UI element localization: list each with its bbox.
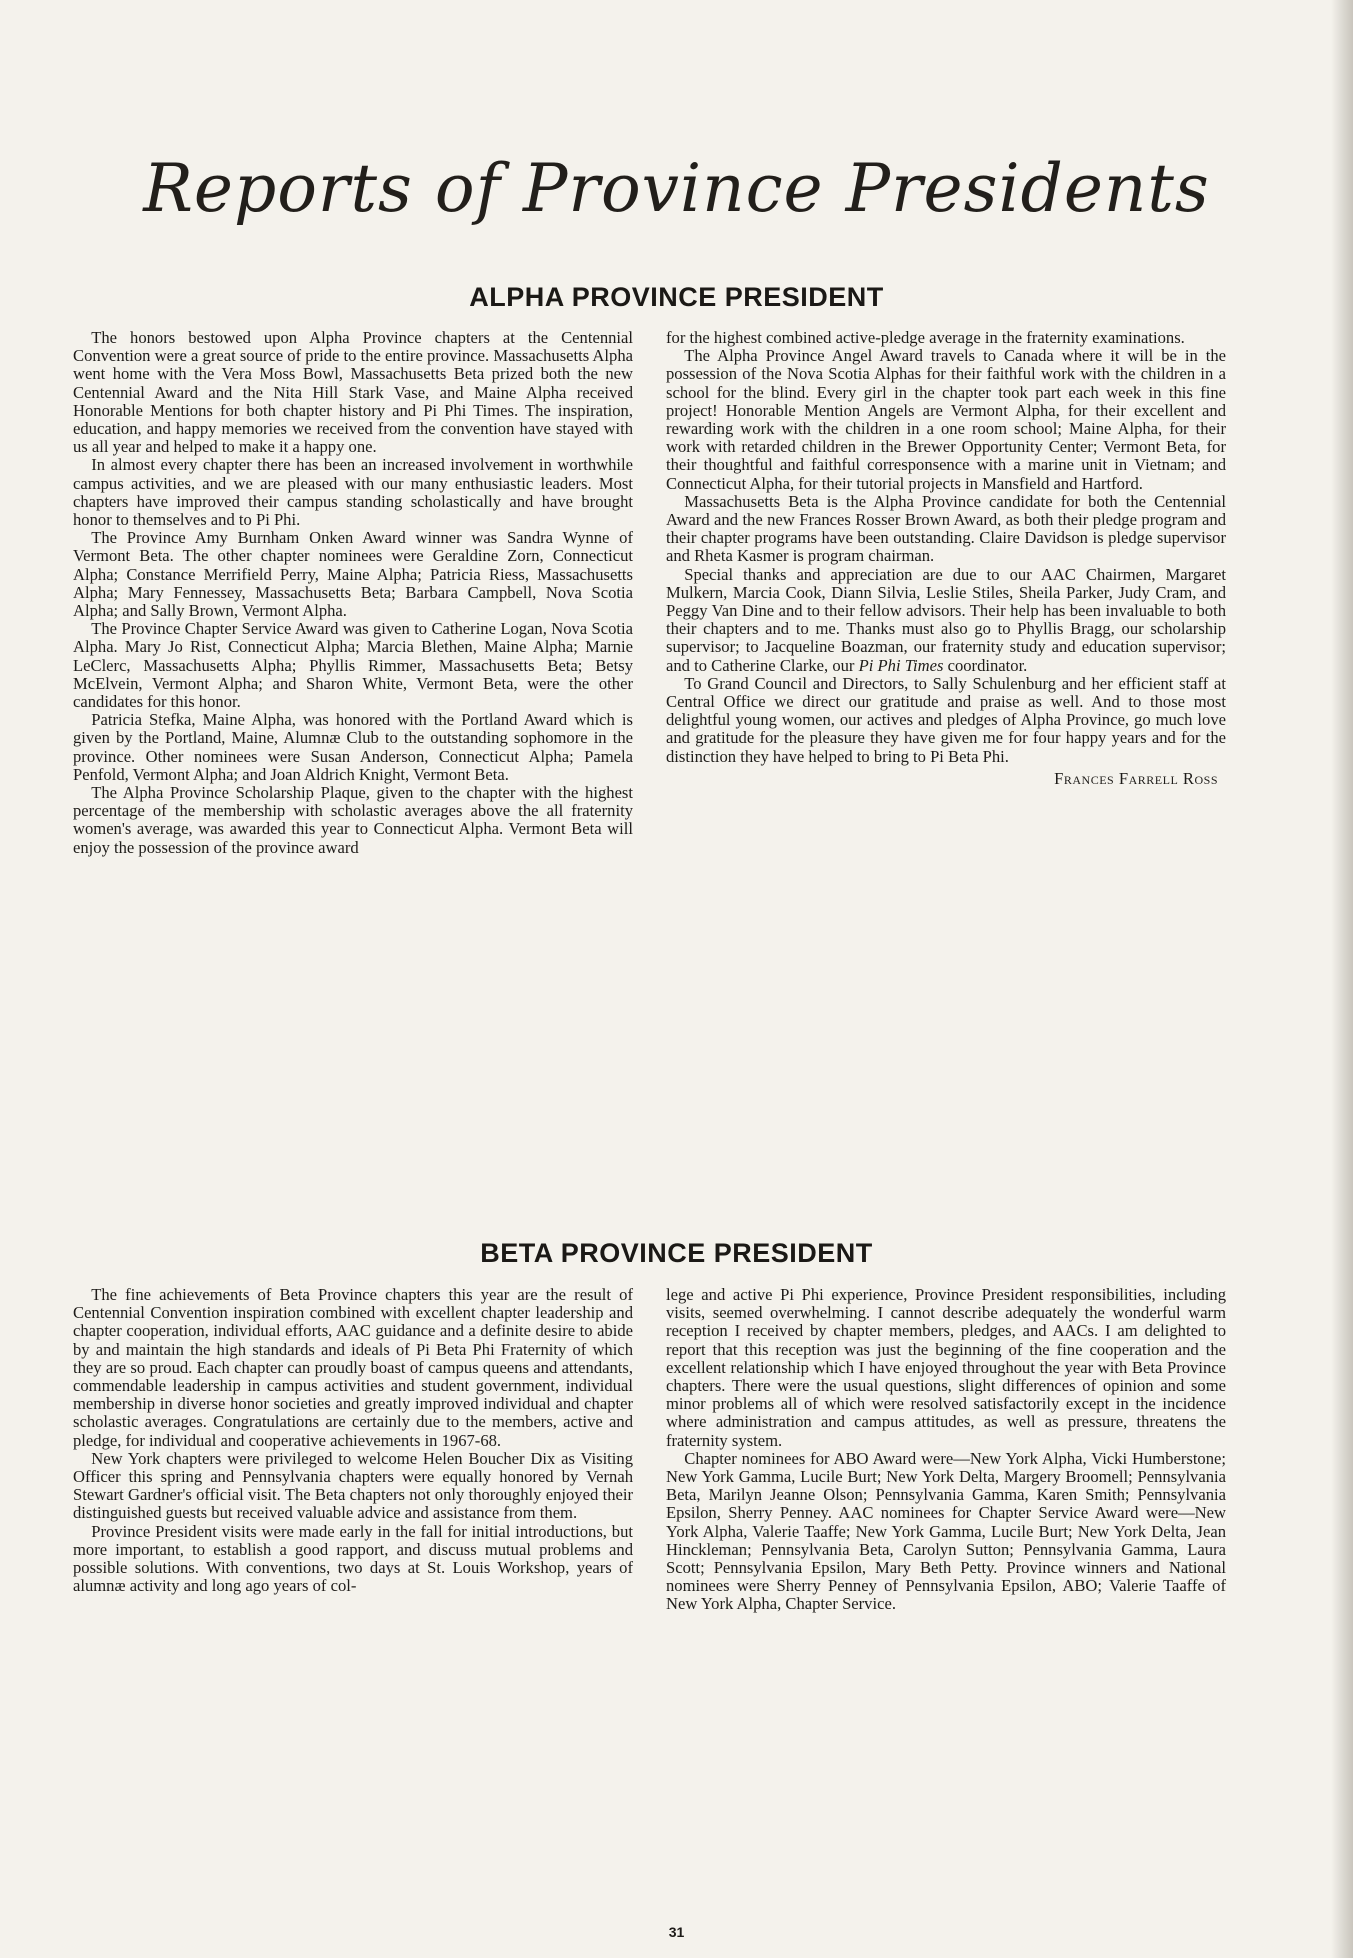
alpha-right-column: [666, 329, 1226, 788]
beta-paragraph: The fine achievements of Beta Province chapters this year are the result of Centennial Convention inspiration combined with excellent chapter leadership and chapter cooperation, individual efforts, AAC guidance and a definite desire to abide by and maintain the high standards and ideals of Pi Beta Phi Fraternity of which they are so proud. Each chapter can proudly boast of campus queens and attendants, commendable leadership in campus activities and student government, individual membership in diverse honor societies and greatly improved individual and chapter scholastic averages. Congratulations are certainly due to the members, active and pledge, for individual and cooperative achievements in 1967-68.: [73, 1285, 633, 1450]
page-number: 31: [668, 1924, 685, 1940]
alpha-paragraph: The Alpha Province Scholarship Plaque, given to the chapter with the highest percentage of the membership with scholastic averages above the all fraternity women's average, was awarded this year to Connecticut Alpha. Vermont Beta will enjoy the possession of the province award: [73, 783, 633, 857]
page-title: Reports of Province Presidents: [143, 150, 1210, 227]
alpha-paragraph: The Alpha Province Angel Award travels to Canada where it will be in the possession of the Nova Scotia Alphas for their faithful work with the children in a school for the blind. Every girl in the chapter took part each week in this fine project! Honorable Mention Angels are Vermont Alpha, for their excellent and rewarding work with the children in a one room school; Maine Alpha, for their work with retarded children in the Brewer Opportunity Center; Vermont Beta, for their thoughtful and faithful corresponsence with a marine unit in Vietnam; and Connecticut Alpha, for their tutorial projects in Mansfield and Hartford.: [666, 346, 1226, 493]
magazine-title: Pi Phi Times: [858, 655, 944, 675]
alpha-left-column: [73, 329, 633, 857]
alpha-continuation: for the highest combined active-pledge average in the fraternity examinations.: [666, 328, 1185, 347]
alpha-paragraph: The Province Amy Burnham Onken Award winner was Sandra Wynne of Vermont Beta. The other chapter nominees were Geraldine Zorn, Connecticut Alpha; Constance Merrifield Perry, Maine Alpha; Patricia Riess, Massachusetts Alpha; Mary Fennessey, Massachusetts Beta; Barbara Campbell, Nova Scotia Alpha; and Sally Brown, Vermont Alpha.: [73, 528, 633, 621]
alpha-thanks-paragraph: [666, 566, 1226, 675]
alpha-paragraph: The Province Chapter Service Award was given to Catherine Logan, Nova Scotia Alpha. Mary Jo Rist, Connecticut Alpha; Marcia Blethen, Maine Alpha; Marnie LeClerc, Massachusetts Alpha; Phyllis Rimmer, Massachusetts Beta; Betsy McElvein, Vermont Alpha; and Sharon White, Vermont Beta, were the other candidates for this honor.: [73, 619, 633, 712]
thanks-text-end: coordinator.: [943, 655, 1028, 675]
alpha-paragraph: The honors bestowed upon Alpha Province chapters at the Centennial Convention were a great source of pride to the entire province. Massachusetts Alpha went home with the Vera Moss Bowl, Massachusetts Beta prized both the new Centennial Award and the Nita Hill Stark Vase, and Maine Alpha received Honorable Mentions for both chapter history and Pi Phi Times. The inspiration, education, and happy memories we received from the convention have stayed with us all year and helped to make it a happy one.: [73, 328, 633, 457]
alpha-signature: Frances Farrell Ross: [1054, 768, 1218, 788]
beta-paragraph: New York chapters were privileged to welcome Helen Boucher Dix as Visiting Officer this spring and Pennsylvania chapters were equally honored by Vernah Stewart Gardner's official visit. The Beta chapters not only thoroughly enjoyed their distinguished guests but received valuable advice and assistance from them.: [73, 1448, 633, 1523]
beta-continuation: lege and active Pi Phi experience, Province President responsibilities, including visits, seemed overwhelming. I cannot describe adequately the wonderful warm reception I received by chapter members, pledges, and AACs. I am delighted to report that this reception was just the beginning of the fine cooperation and the excellent relationship which I have enjoyed throughout the year with Beta Province chapters. There were the usual questions, slight differences of opinion and some minor problems all of which were resolved satisfactorily except in the incidence where administration and campus attitudes, as well as pressure, threatens the fraternity system.: [666, 1285, 1226, 1450]
beta-left-column: [73, 1286, 633, 1595]
beta-section-heading: BETA PROVINCE PRESIDENT: [480, 1238, 873, 1268]
beta-paragraph: Province President visits were made early in the fall for initial introductions, but more important, to establish a good rapport, and discuss mutual problems and possible solutions. With conventions, two days at St. Louis Workshop, years of alumnæ activity and long ago years of col-: [73, 1521, 633, 1596]
beta-paragraph: Chapter nominees for ABO Award were—New York Alpha, Vicki Humberstone; New York Gamma, Lucile Burt; New York Delta, Margery Broomell; Pennsylvania Beta, Marilyn Jeanne Olson; Pennsylvania Gamma, Karen Smith; Pennsylvania Epsilon, Sherry Penney. AAC nominees for Chapter Service Award were—New York Alpha, Valerie Taaffe; New York Gamma, Lucile Burt; New York Delta, Jean Hinckleman; Pennsylvania Beta, Carolyn Sutton; Pennsylvania Gamma, Laura Scott; Pennsylvania Epsilon, Mary Beth Petty. Province winners and National nominees were Sherry Penney of Pennsylvania Epsilon, ABO; Valerie Taaffe of New York Alpha, Chapter Service.: [666, 1448, 1226, 1614]
beta-right-column: [666, 1286, 1226, 1614]
alpha-paragraph: Patricia Stefka, Maine Alpha, was honored with the Portland Award which is given by the Portland, Maine, Alumnæ Club to the outstanding sophomore in the province. Other nominees were Susan Anderson, Connecticut Alpha; Pamela Penfold, Vermont Alpha; and Joan Aldrich Knight, Vermont Beta.: [73, 710, 633, 784]
thanks-text: Special thanks and appreciation are due to our AAC Chairmen, Margaret Mulkern, Marcia Cook, Diann Silvia, Leslie Stiles, Sheila Parker, Judy Cram, and Peggy Van Dine and to their fellow advisors. Their help has been invaluable to both their chapters and to me. Thanks must also go to Phyllis Bragg, our scholarship supervisor; to Jacqueline Boazman, our fraternity study and education supervisor; and to Catherine Clarke, our: [666, 564, 1226, 675]
alpha-section-heading: ALPHA PROVINCE PRESIDENT: [469, 282, 884, 312]
alpha-closing-paragraph: To Grand Council and Directors, to Sally Schulenburg and her efficient staff at Central Office we direct our gratitude and praise as well. And to those most delightful young women, our actives and pledges of Alpha Province, go much love and gratitude for the pleasure they have given me for four happy years and for the distinction they have helped to bring to Pi Beta Phi.: [666, 673, 1226, 766]
alpha-paragraph: In almost every chapter there has been an increased involvement in worthwhile campus activities, and we are pleased with our many enthusiastic leaders. Most chapters have improved their campus standing scholastically and have brought honor to themselves and to Pi Phi.: [73, 455, 633, 530]
alpha-paragraph: Massachusetts Beta is the Alpha Province candidate for both the Centennial Award and the new Frances Rosser Brown Award, as both their pledge program and their chapter programs have been outstanding. Claire Davidson is pledge supervisor and Rheta Kasmer is program chairman.: [666, 491, 1226, 566]
